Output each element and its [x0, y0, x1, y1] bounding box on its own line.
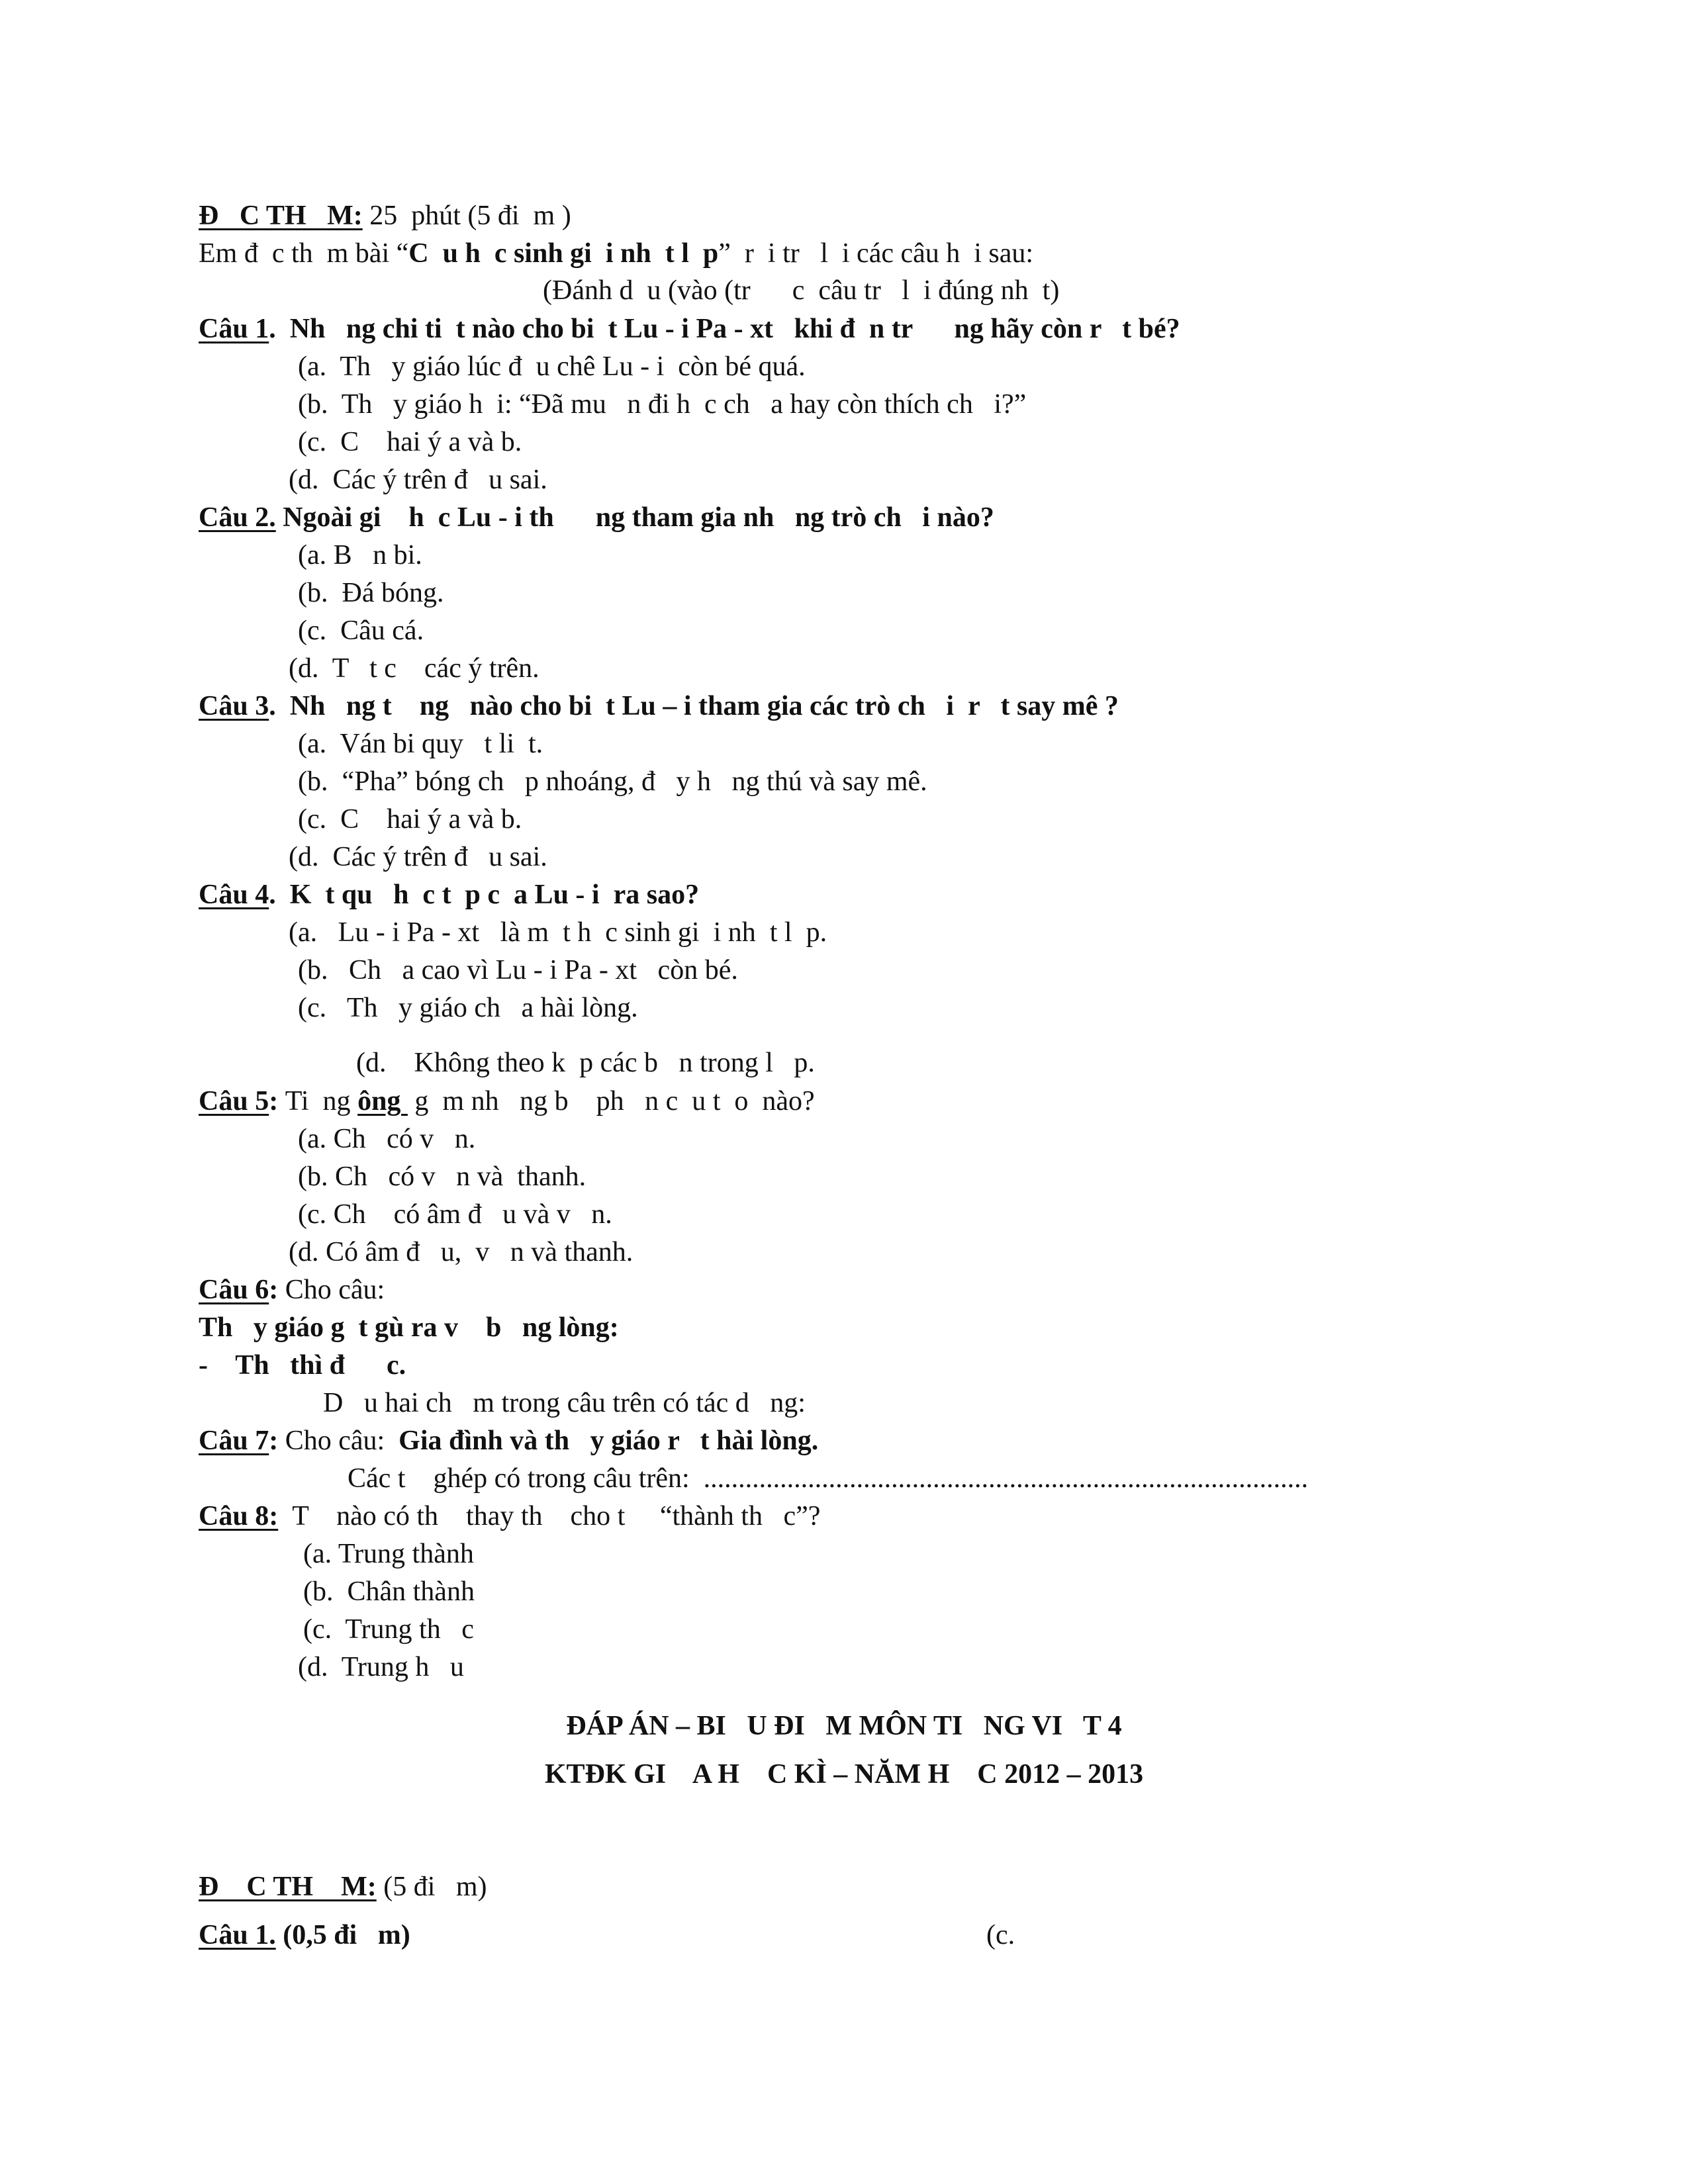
option-8d: (d. Trung h u [298, 1652, 464, 1682]
option-5a: (a. Ch có v n. [298, 1124, 476, 1154]
option-2c: (c. Câu cá. [298, 615, 424, 646]
question-8: Câu 8: T nào có th thay th cho t “thành th c”? [199, 1501, 821, 1531]
option-3d: (d. Các ý trên đ u sai. [289, 842, 547, 872]
story-title: C u h c sinh gi i nh t l p [408, 238, 719, 269]
answer-question-1: Câu 1. (0,5 đi m) [199, 1920, 410, 1950]
option-4c: (c. Th y giáo ch a hài lòng. [298, 993, 638, 1023]
option-8c: (c. Trung th c [303, 1614, 474, 1645]
option-2d: (d. T t c các ý trên. [289, 653, 539, 684]
answer-key-subtitle: KTĐK GI A H C KÌ – NĂM H C 2012 – 2013 [544, 1759, 1144, 1790]
highlighted-word: ông [357, 1086, 408, 1116]
option-5c: (c. Ch có âm đ u và v n. [298, 1199, 612, 1230]
option-3c: (c. C hai ý a và b. [298, 804, 522, 835]
instruction: (Đánh d u (vào (tr c câu tr l i đúng nh t) [543, 275, 1060, 306]
question-4: Câu 4. K t qu h c t p c a Lu - i ra sao? [199, 880, 700, 910]
question-3: Câu 3. Nh ng t ng nào cho bi t Lu – i tham gia các trò ch i r t say mê ? [199, 691, 1119, 721]
option-1b: (b. Th y giáo h i: “Đã mu n đi h c ch a hay còn thích ch i?” [298, 389, 1027, 420]
question-1: Câu 1. Nh ng chi ti t nào cho bi t Lu - i Pa - xt khi đ n tr ng hãy còn r t bé? [199, 314, 1180, 344]
answer-key-title: ĐÁP ÁN – BI U ĐI M MÔN TI NG VI T 4 [566, 1711, 1122, 1741]
question-5: Câu 5: Ti ng ông g m nh ng b ph n c u t o nào? [199, 1086, 815, 1116]
time-limit: 25 phút (5 đi m ) [362, 201, 571, 231]
option-4d: (d. Không theo k p các b n trong l p. [356, 1048, 815, 1078]
answer-section-header: Đ C TH M: (5 đi m) [199, 1872, 487, 1902]
option-4b: (b. Ch a cao vì Lu - i Pa - xt còn bé. [298, 955, 738, 985]
question-6-sentence: Th y giáo g t gù ra v b ng lòng: [199, 1312, 619, 1343]
option-4a: (a. Lu - i Pa - xt là m t h c sinh gi i nh t l p. [289, 917, 827, 948]
option-1a: (a. Th y giáo lúc đ u chê Lu - i còn bé quá. [298, 351, 806, 382]
option-3a: (a. Ván bi quy t li t. [298, 729, 543, 759]
question-6-prompt: D u hai ch m trong câu trên có tác d ng: [323, 1388, 806, 1418]
option-8a: (a. Trung thành [303, 1539, 474, 1569]
option-1c: (c. C hai ý a và b. [298, 427, 522, 457]
section-title: Đ C TH M: [199, 201, 363, 231]
question-7: Câu 7: Cho câu: Gia đình và th y giáo r t hài lòng. [199, 1426, 819, 1456]
section-header [199, 202, 571, 230]
option-8b: (b. Chân thành [303, 1576, 475, 1607]
question-7-prompt: Các t ghép có trong câu trên: ....................................................................................... [348, 1463, 1309, 1494]
option-2a: (a. B n bi. [298, 540, 422, 570]
option-5b: (b. Ch có v n và thanh. [298, 1161, 586, 1192]
option-5d: (d. Có âm đ u, v n và thanh. [289, 1237, 633, 1267]
option-3b: (b. “Pha” bóng ch p nhoáng, đ y h ng thú và say mê. [298, 766, 927, 797]
question-6-quote: - Th thì đ c. [199, 1350, 406, 1381]
intro-line: Em đ c th m bài “C u h c sinh gi i nh t l p” r i tr l i các câu h i sau: [199, 238, 1034, 269]
option-2b: (b. Đá bóng. [298, 578, 444, 608]
question-6: Câu 6: Cho câu: [199, 1275, 385, 1305]
answer-1-value: (c. [986, 1920, 1015, 1950]
answer-blank[interactable]: ....................................................................................... [703, 1463, 1309, 1494]
option-1d: (d. Các ý trên đ u sai. [289, 465, 547, 495]
question-2: Câu 2. Ngoài gi h c Lu - i th ng tham gia nh ng trò ch i nào? [199, 502, 994, 533]
